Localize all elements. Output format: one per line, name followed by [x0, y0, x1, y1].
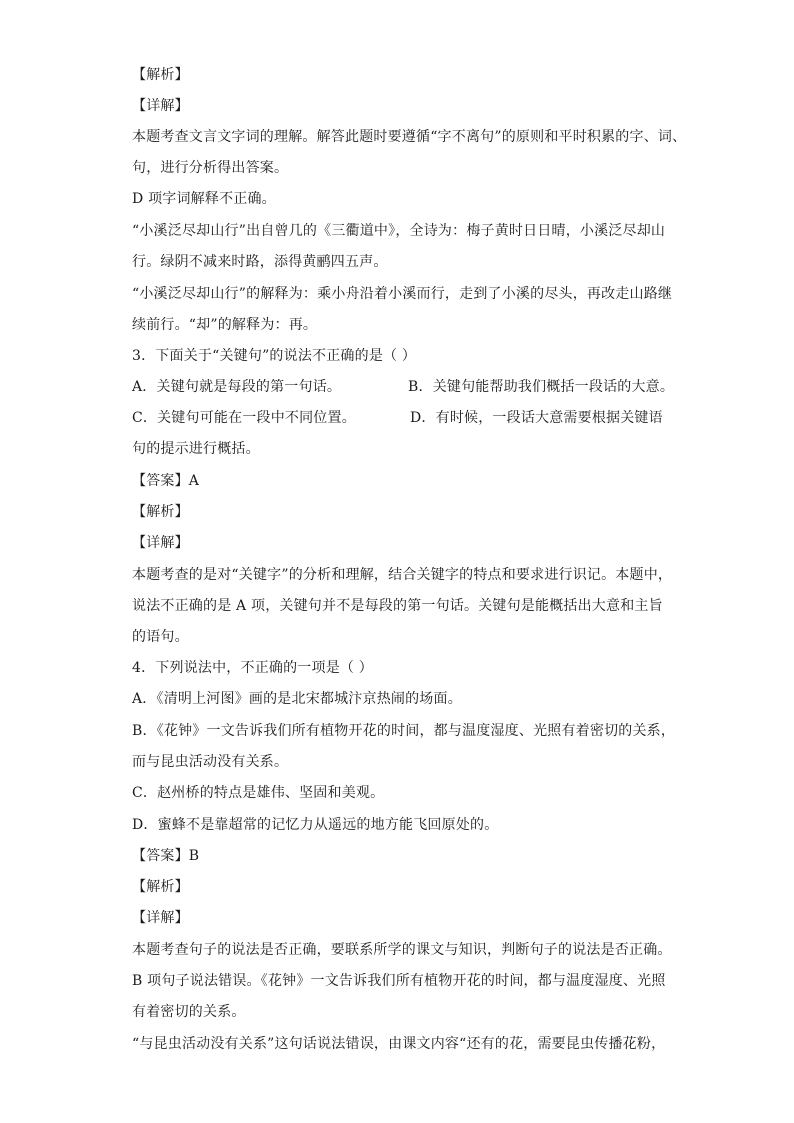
answer-label: 【答案】A — [132, 473, 200, 489]
answer-label: 【答案】B — [132, 848, 200, 864]
paragraph-line: B 项句子说法错误。《花钟》一文告诉我们所有植物开花的时间，都与温度湿度、光照 — [132, 973, 666, 989]
paragraph-line: 说法不正确的是 A 项，关键句并不是每段的第一句话。关键句是能概括出大意和主旨 — [132, 598, 663, 614]
paragraph-line: 的语句。 — [132, 629, 189, 645]
paragraph-line: 续前行。“却”的解释为：再。 — [132, 317, 318, 333]
paragraph-line: 本题考查句子的说法是否正确，要联系所学的课文与知识，判断句子的说法是否正确。 — [132, 942, 672, 958]
paragraph-line: 本题考查文言文字词的理解。解答此题时要遵循“字不离句”的原则和平时积累的字、词、 — [132, 129, 687, 145]
question-3-option-b: B．关键句能帮助我们概括一段话的大意。 — [408, 379, 675, 395]
question-3-option-d: D．有时候，一段话大意需要根据关键语 — [410, 410, 663, 426]
question-3-option-c: C．关键句可能在一段中不同位置。 — [132, 410, 356, 426]
paragraph-line: “与昆虫活动没有关系”这句话说法错误，由课文内容“还有的花，需要昆虫传播花粉， — [132, 1036, 666, 1052]
paragraph-line: “小溪泛尽却山行”的解释为：乘小舟沿着小溪而行，走到了小溪的尽头，再改走山路继 — [132, 286, 673, 302]
paragraph-line: 有着密切的关系。 — [132, 1004, 246, 1020]
question-3-stem: 3．下面关于“关键句”的说法不正确的是（ ） — [132, 348, 417, 364]
question-4-stem: 4．下列说法中，不正确的一项是（ ） — [132, 660, 373, 676]
paragraph-line: D 项字词解释不正确。 — [132, 191, 276, 207]
paragraph-line: 行。绿阴不减来时路，添得黄鹂四五声。 — [132, 254, 388, 270]
paragraph-line: 本题考查的是对“关键字”的分析和理解，结合关键字的特点和要求进行识记。本题中， — [132, 567, 673, 583]
question-4-option-a: A．《清明上河图》画的是北宋都城汴京热闹的场面。 — [132, 691, 462, 707]
paragraph-line: 句，进行分析得出答案。 — [132, 160, 289, 176]
section-heading-analysis: 【解析】 — [132, 67, 189, 83]
question-4-option-b: B．《花钟》一文告诉我们所有植物开花的时间，都与温度湿度、光照有着密切的关系， — [132, 723, 676, 739]
section-heading-explanation: 【详解】 — [132, 535, 189, 551]
section-heading-explanation: 【详解】 — [132, 910, 189, 926]
paragraph-line: “小溪泛尽却山行”出自曾几的《三衢道中》，全诗为：梅子黄时日日晴，小溪泛尽却山 — [132, 223, 666, 239]
question-4-option-d: D．蜜蜂不是靠超常的记忆力从遥远的地方能飞回原处的。 — [132, 817, 499, 833]
section-heading-analysis: 【解析】 — [132, 879, 189, 895]
question-3-option-d-cont: 句的提示进行概括。 — [132, 441, 260, 457]
question-4-option-c: C．赵州桥的特点是雄伟、坚固和美观。 — [132, 785, 385, 801]
section-heading-analysis: 【解析】 — [132, 504, 189, 520]
section-heading-explanation: 【详解】 — [132, 98, 189, 114]
question-3-option-a: A．关键句就是每段的第一句话。 — [132, 379, 342, 395]
question-4-option-b-cont: 而与昆虫活动没有关系。 — [132, 754, 289, 770]
